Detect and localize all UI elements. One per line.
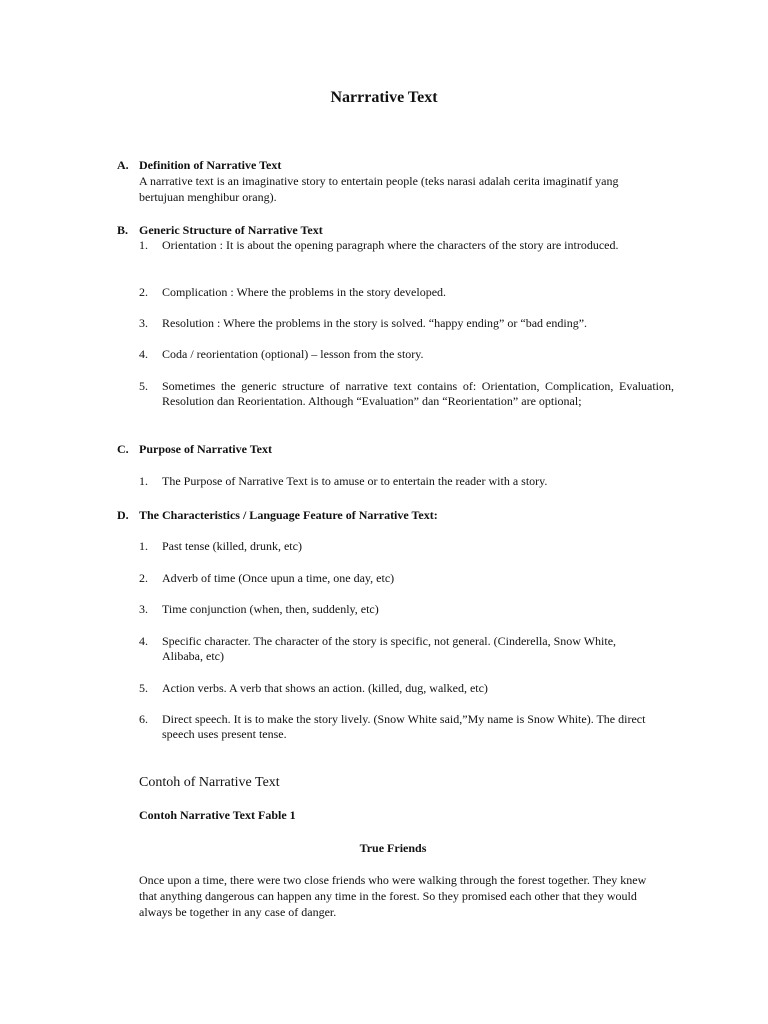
list-text: Time conjunction (when, then, suddenly, etc) <box>162 602 379 616</box>
list-text: Specific character. The character of the story is specific, not general. (Cinderella, Snow White, Alibaba, etc) <box>162 634 617 663</box>
list-text: Complication : Where the problems in the story developed. <box>162 285 447 299</box>
section-characteristics <box>117 507 674 523</box>
list-item <box>139 571 674 586</box>
list-text: Coda / reorientation (optional) – lesson from the story. <box>162 347 424 361</box>
list-text: Sometimes the generic structure of narrative text contains of: Orientation, Complication, Evaluation, Resolution dan Reorientation. Although “Evaluation” dan “Reorientation” are optional; <box>162 379 674 408</box>
example-heading: Contoh of Narrative Text <box>139 775 280 790</box>
list-number: 4. <box>139 634 148 648</box>
list-item <box>139 316 674 331</box>
list-item <box>139 238 674 253</box>
list-number: 3. <box>139 316 148 330</box>
list-number: 3. <box>139 602 148 616</box>
list-number: 2. <box>139 285 148 299</box>
list-item <box>139 347 674 362</box>
section-generic-structure <box>117 222 674 238</box>
section-letter: D. <box>117 508 129 522</box>
list-text: Orientation : It is about the opening paragraph where the characters of the story are introduced. <box>162 238 619 252</box>
definition-paragraph: A narrative text is an imaginative story to entertain people (teks narasi adalah cerita imaginatif yang bertujuan menghibur orang). <box>139 174 619 204</box>
section-purpose <box>117 441 674 457</box>
list-number: 5. <box>139 681 148 695</box>
list-text: Resolution : Where the problems in the story is solved. “happy ending” or “bad ending”. <box>162 316 588 330</box>
list-text: Direct speech. It is to make the story lively. (Snow White said,”My name is Snow White). The direct speech uses present tense. <box>162 712 646 741</box>
list-text: Adverb of time (Once upun a time, one day, etc) <box>162 571 395 585</box>
list-text: The Purpose of Narrative Text is to amuse or to entertain the reader with a story. <box>162 474 548 488</box>
list-number: 2. <box>139 571 148 585</box>
section-letter: C. <box>117 442 129 456</box>
section-heading <box>117 222 674 238</box>
section-heading <box>117 441 674 457</box>
list-text: Action verbs. A verb that shows an action. (killed, dug, walked, etc) <box>162 681 488 695</box>
list-item <box>139 474 674 489</box>
section-heading-text: Definition of Narrative Text <box>139 158 282 172</box>
document-title: Narrrative Text <box>330 89 438 106</box>
list-item <box>139 634 651 664</box>
section-heading-text: Generic Structure of Narrative Text <box>139 223 323 237</box>
section-definition <box>117 157 674 205</box>
list-item <box>139 379 674 409</box>
story-paragraph: Once upon a time, there were two close friends who were walking through the forest together. They knew that anything dangerous can happen any time in the forest. So they promised each other that they would always be together in any case of danger. <box>139 873 647 919</box>
list-item <box>139 285 674 300</box>
list-number: 4. <box>139 347 148 361</box>
list-text: Past tense (killed, drunk, etc) <box>162 539 302 553</box>
section-heading <box>117 157 674 173</box>
list-item <box>139 712 654 742</box>
list-item <box>139 602 674 617</box>
example-subheading: Contoh Narrative Text Fable 1 <box>139 808 296 822</box>
list-item <box>139 539 674 554</box>
section-letter: B. <box>117 223 129 237</box>
list-number: 1. <box>139 474 148 488</box>
story-title: True Friends <box>359 841 427 855</box>
section-letter: A. <box>117 158 129 172</box>
list-item <box>139 681 674 696</box>
section-heading-text: Purpose of Narrative Text <box>139 442 272 456</box>
section-heading-text: The Characteristics / Language Feature of Narrative Text: <box>139 508 438 522</box>
section-heading <box>117 507 674 523</box>
list-number: 6. <box>139 712 148 726</box>
list-number: 5. <box>139 379 148 393</box>
list-number: 1. <box>139 238 148 252</box>
list-number: 1. <box>139 539 148 553</box>
